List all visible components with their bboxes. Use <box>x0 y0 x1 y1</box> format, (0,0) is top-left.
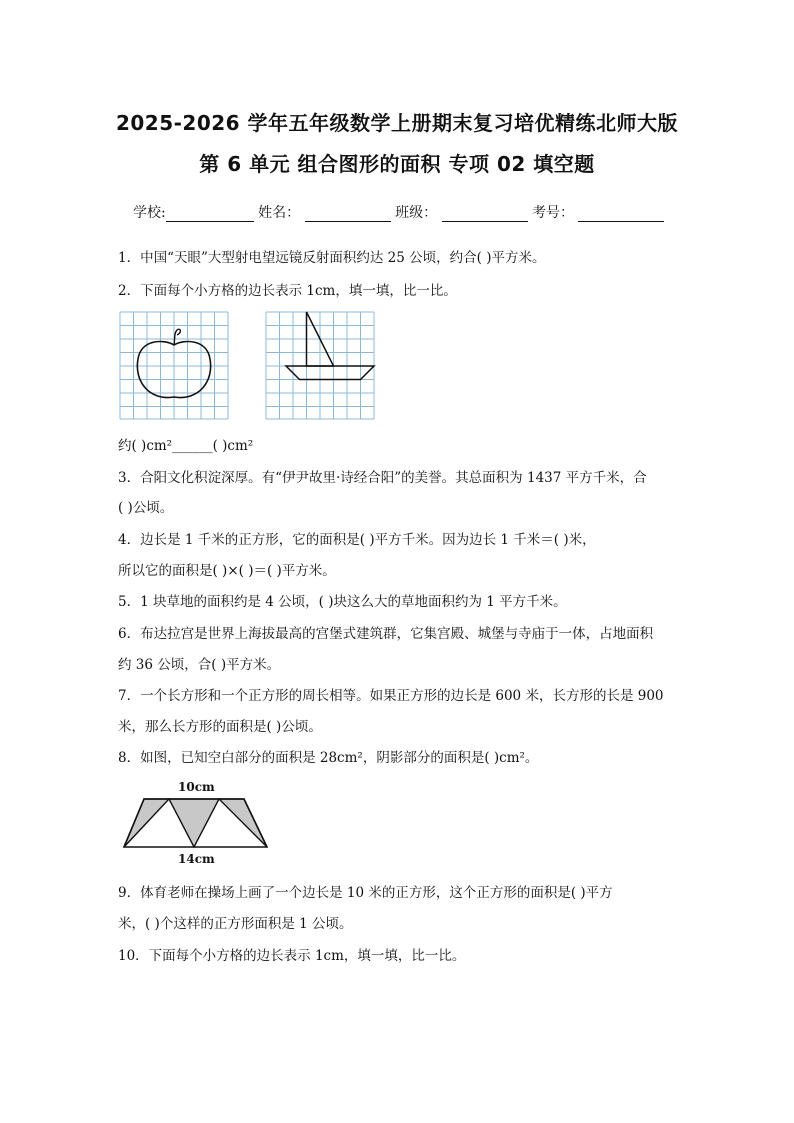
question-4-line-1: 4．边长是 1 千米的正方形，它的面积是( )平方千米。因为边长 1 千米＝( )米， <box>118 532 596 548</box>
name-label: 姓名： <box>258 205 301 221</box>
class-label: 班级： <box>395 205 438 221</box>
question-2-answer: 约( )cm²______( )cm² <box>118 438 254 454</box>
student-info-line <box>133 202 664 222</box>
question-2: 2．下面每个小方格的边长表示 1cm，填一填，比一比。 <box>118 283 457 299</box>
shaded-triangle-2 <box>169 799 219 847</box>
page-subtitle: 第 6 单元 组合图形的面积 专项 02 填空题 <box>199 152 595 176</box>
school-label: 学校: <box>133 205 166 221</box>
question-4-line-2: 所以它的面积是( )×( )＝( )平方米。 <box>118 563 336 579</box>
question-5: 5．1 块草地的面积约是 4 公顷，( )块这么大的草地面积约为 1 平方千米。 <box>118 594 567 610</box>
page-title: 2025-2026 学年五年级数学上册期末复习培优精练北师大版 <box>115 111 679 135</box>
shaded-triangle-3 <box>219 799 267 847</box>
question-7-line-1: 7．一个长方形和一个正方形的周长相等。如果正方形的边长是 600 米，长方形的长是 900 <box>118 688 664 704</box>
school-blank[interactable] <box>166 207 254 222</box>
question-9-line-1: 9．体育老师在操场上画了一个边长是 10 米的正方形，这个正方形的面积是( )平方 <box>118 885 613 901</box>
name-blank[interactable] <box>305 207 391 222</box>
trapezoid-figure <box>122 797 270 851</box>
question-6-line-1: 6．布达拉宫是世界上海拔最高的宫堡式建筑群，它集宫殿、城堡与寺庙于一体，占地面积 <box>118 626 654 642</box>
question-8: 8．如图，已知空白部分的面积是 28cm²，阴影部分的面积是( )cm²。 <box>118 750 539 766</box>
question-3-line-1: 3．合阳文化积淀深厚。有“伊尹故里·诗经合阳”的美誉。其总面积为 1437 平方千米，合 <box>118 470 647 486</box>
trapezoid-top-label: 10cm <box>178 780 215 794</box>
question-1: 1．中国“天眼”大型射电望远镜反射面积约达 25 公顷，约合( )平方米。 <box>118 250 546 266</box>
exam-number-blank[interactable] <box>578 207 664 222</box>
question-10: 10．下面每个小方格的边长表示 1cm，填一填，比一比。 <box>118 948 466 964</box>
question-7-line-2: 米，那么长方形的面积是( )公顷。 <box>118 719 322 735</box>
exam-number-label: 考号： <box>531 205 574 221</box>
question-9-line-2: 米，( )个这样的正方形面积是 1 公顷。 <box>118 916 353 932</box>
trapezoid-bottom-label: 14cm <box>178 852 215 866</box>
shaded-triangle-1 <box>124 799 169 847</box>
apple-grid-figure <box>119 311 231 421</box>
boat-grid-figure <box>265 311 377 421</box>
class-blank[interactable] <box>442 207 528 222</box>
question-3-line-2: ( )公顷。 <box>118 500 174 516</box>
question-6-line-2: 约 36 公顷，合( )平方米。 <box>118 657 281 673</box>
